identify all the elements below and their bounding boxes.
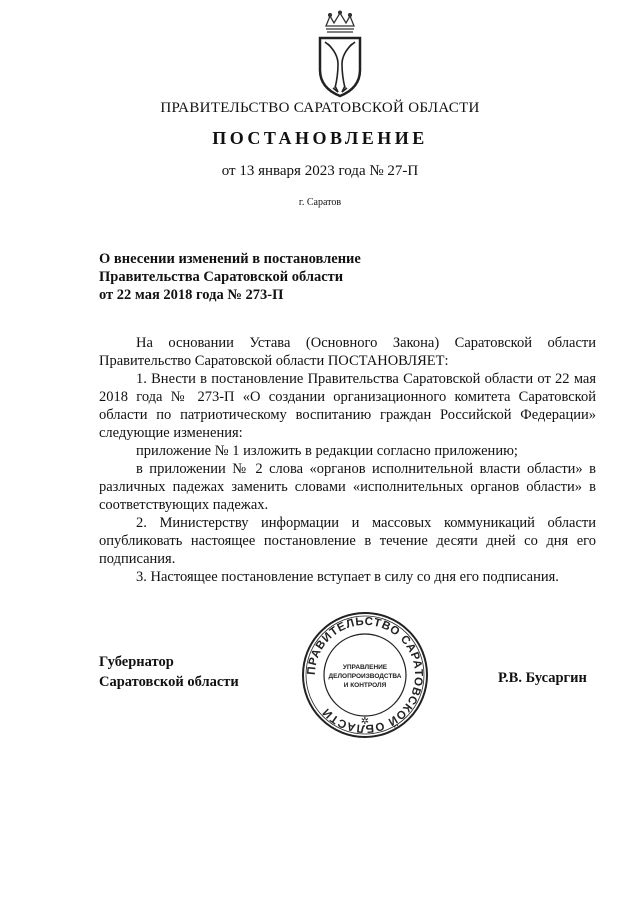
official-seal — [300, 610, 430, 740]
seal-inner-text: ДЕЛОПРОИЗВОДСТВА — [328, 673, 402, 680]
signatory-name: Р.В. Бусаргин — [498, 670, 587, 686]
subject-line: О внесении изменений в постановление — [99, 251, 361, 267]
paragraph: в приложении № 2 слова «органов исполнительной власти области» в различных падежах заменить словами «исполнительных органов области» в соответствующих падежах. — [99, 461, 596, 513]
subject-line: Правительства Саратовской области — [99, 269, 344, 285]
paragraph: 2. Министерству информации и массовых коммуникаций области опубликовать настоящее постановление в течение десяти дней со дня его подписания. — [99, 515, 596, 567]
document-type: ПОСТАНОВЛЕНИЕ — [212, 128, 428, 148]
signatory-position — [99, 652, 239, 692]
subject-line: от 22 мая 2018 года № 273-П — [99, 287, 284, 303]
position-line: Губернатор — [99, 654, 174, 670]
document-subject — [99, 250, 361, 304]
paragraph: 3. Настоящее постановление вступает в силу со дня его подписания. — [136, 569, 559, 585]
paragraph: На основании Устава (Основного Закона) Саратовской области Правительство Саратовской области ПОСТАНОВЛЯЕТ: — [99, 335, 596, 369]
star-icon: ✲ — [360, 716, 370, 727]
city: г. Саратов — [298, 197, 342, 208]
document-body — [99, 334, 596, 586]
coat-of-arms-icon — [316, 10, 364, 98]
seal-inner-text: И КОНТРОЛЯ — [343, 682, 387, 689]
paragraph: приложение № 1 изложить в редакции согласно приложению; — [136, 443, 518, 459]
seal-outer-text: ПРАВИТЕЛЬСТВО САРАТОВСКОЙ ОБЛАСТИ — [305, 615, 425, 735]
paragraph: 1. Внести в постановление Правительства Саратовской области от 22 мая 2018 года № 273-П «О создании организационного комитета Саратовской области по патриотическому воспитанию граждан Российской Федерации» следующие изменения: — [99, 371, 596, 441]
date-number: от 13 января 2023 года № 27-П — [221, 163, 419, 179]
seal-inner-text: УПРАВЛЕНИЕ — [342, 664, 388, 671]
position-line: Саратовской области — [99, 674, 239, 690]
government-name: ПРАВИТЕЛЬСТВО САРАТОВСКОЙ ОБЛАСТИ — [160, 100, 480, 116]
